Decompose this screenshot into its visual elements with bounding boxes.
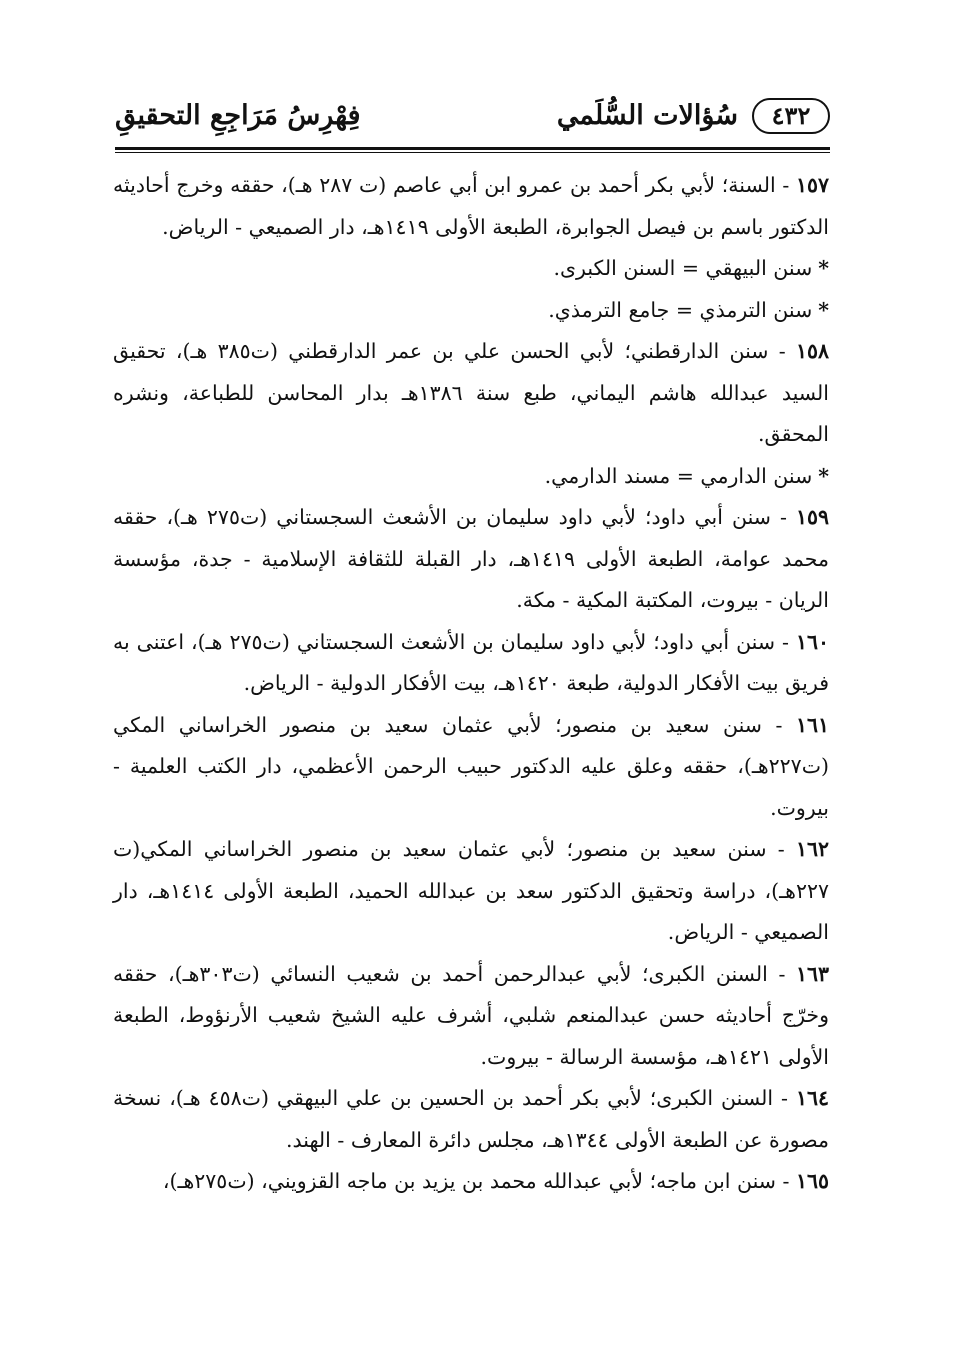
entry-number: ١٦٠ [795,629,829,654]
entry-text: - سنن ابن ماجه؛ لأبي عبدالله محمد بن يزيد بن ماجه القزويني، (ت٢٧٥هـ)، [162,1169,796,1193]
entry-number: ١٥٩ [795,505,829,529]
entry-number: ١٦٤ [795,1086,829,1110]
section-title: فِهْرِسُ مَرَاجِعِ التحقيقِ [115,100,361,131]
entry-text: - سنن الدارقطني؛ لأبي الحسن علي بن عمر الدارقطني (ت٣٨٥ هـ)، تحقيق السيد عبدالله هاشم اليماني، طبع سنة ١٣٨٦هـ بدار المحاسن للطباعة، ونشره المحقق. [113,339,829,446]
cross-reference-note [113,456,829,498]
reference-list [113,165,829,1203]
entry-text: - السنن الكبرى؛ لأبي بكر أحمد بن الحسين بن علي البيهقي (ت٤٥٨ هـ)، نسخة مصورة عن الطبعة الأولى ١٣٤٤هـ، مجلس دائرة المعارف - الهند. [113,1086,829,1152]
reference-entry [113,622,829,705]
entry-text: - سنن سعيد بن منصور؛ لأبي عثمان سعيد بن منصور الخراساني المكي (ت٢٢٧هـ)، حققه وعلق عليه الدكتور حبيب الرحمن الأعظمي، دار الكتب العلمية - بيروت. [113,712,829,820]
entry-number: ١٥٧ [795,173,829,197]
entry-text: - السنة؛ لأبي بكر أحمد بن عمرو ابن أبي عاصم (ت ٢٨٧ هـ)، حققه وخرج أحاديثه الدكتور باسم بن فيصل الجوابرة، الطبعة الأولى ١٤١٩هـ، دار الصميعي - الرياض. [113,173,829,239]
entry-number: ١٦٥ [795,1169,829,1193]
asterisk-icon: * [818,297,829,322]
entry-number: ١٥٨ [795,339,829,363]
cross-reference-note [113,248,829,290]
header-rule-thin [115,152,830,153]
entry-number: ١٦١ [795,712,829,737]
page-number-badge: ٤٣٢ [752,98,830,134]
reference-entry [113,954,829,1079]
note-text: سنن الدارمي = مسند الدارمي. [544,463,813,488]
entry-text: - سنن سعيد بن منصور؛ لأبي عثمان سعيد بن منصور الخراساني المكي(ت ٢٢٧هـ)، دراسة وتحقيق الدكتور سعد بن عبدالله الحميد، الطبعة الأولى ١٤١٤هـ، دار الصميعي - الرياض. [113,837,829,944]
entry-text: - السنن الكبرى؛ لأبي عبدالرحمن أحمد بن شعيب النسائي (ت٣٠٣هـ)، حققه وخرّج أحاديثه حسن عبدالمنعم شلبي، أشرف عليه الشيخ شعيب الأرنؤوط، الطبعة الأولى ١٤٢١هـ، مؤسسة الرسالة - بيروت. [113,961,829,1069]
entry-number: ١٦٣ [795,961,829,986]
reference-entry [113,165,829,248]
asterisk-icon: * [818,463,829,488]
reference-entry [113,829,829,954]
reference-entry [113,331,829,456]
cross-reference-note [113,290,829,332]
entry-text: - سنن أبي داود؛ لأبي داود سليمان بن الأشعث السجستاني (ت٢٧٥ هـ)، حققه محمد عوامة، الطبعة الأولى ١٤١٩هـ، دار القبلة للثقافة الإسلامية - جدة، مؤسسة الريان - بيروت، المكتبة المكية - مكة. [113,505,829,612]
asterisk-icon: * [818,256,829,280]
entry-text: - سنن أبي داود؛ لأبي داود سليمان بن الأشعث السجستاني (ت٢٧٥ هـ)، اعتنى به فريق بيت الأفكار الدولية، طبعة ١٤٢٠هـ، بيت الأفكار الدولية - الرياض. [113,629,829,695]
header-rule [115,147,830,150]
reference-entry [113,705,829,830]
book-title: سُؤالات السُّلَمي [556,100,738,131]
running-header [115,94,830,142]
reference-entry [113,1078,829,1161]
reference-entry [113,497,829,622]
entry-number: ١٦٢ [795,837,829,861]
reference-entry [113,1161,829,1203]
note-text: سنن الترمذي = جامع الترمذي. [548,297,813,322]
note-text: سنن البيهقي = السنن الكبرى. [553,256,813,280]
